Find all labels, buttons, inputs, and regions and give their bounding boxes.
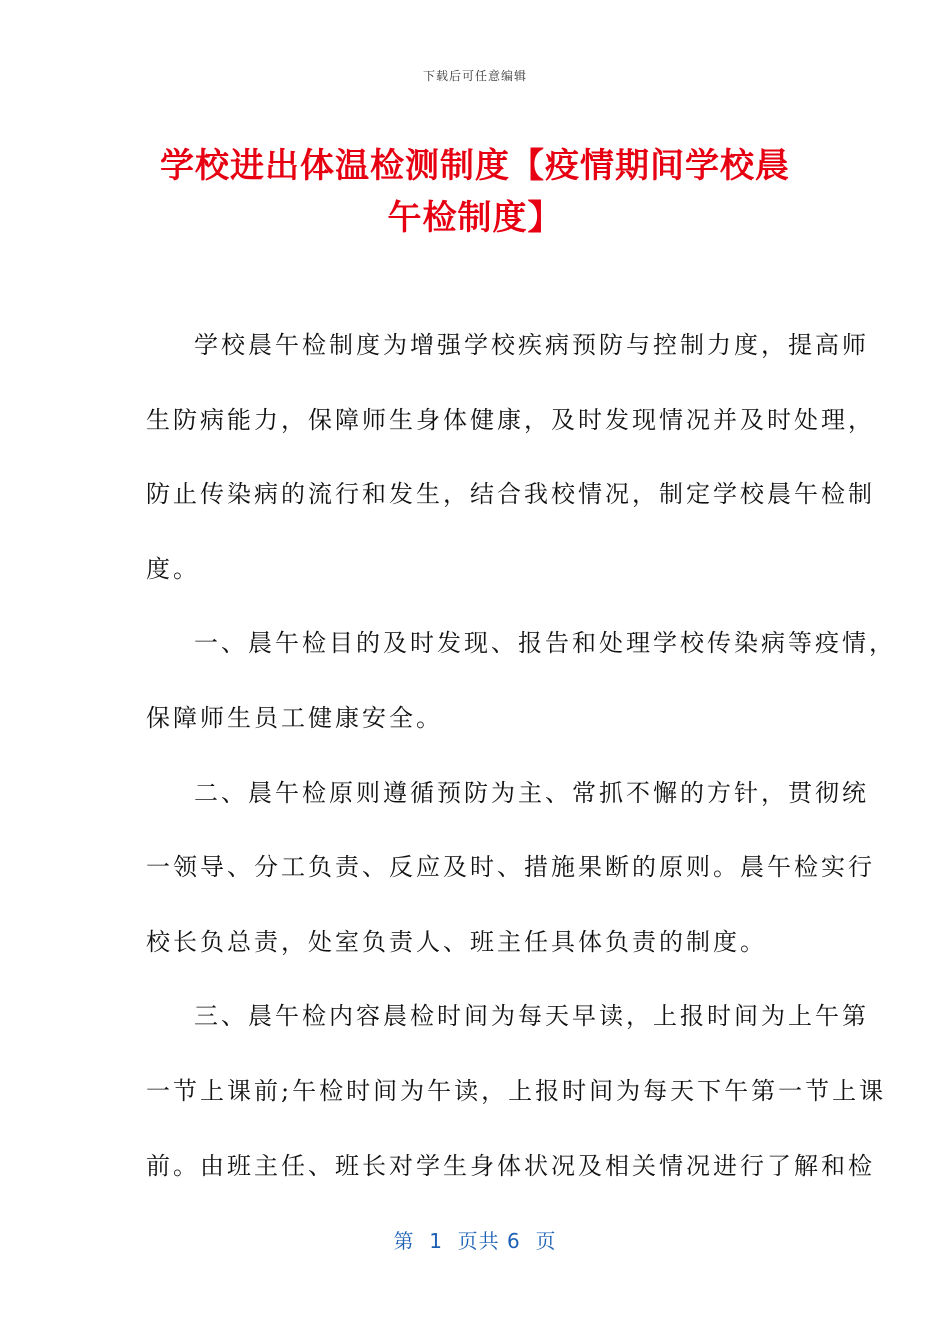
paragraph-line: 保障师生员工健康安全。 (146, 703, 443, 732)
paragraph-line: 三、晨午检内容晨检时间为每天早读，上报时间为上午第 (194, 1002, 869, 1031)
paragraph-line: 学校晨午检制度为增强学校疾病预防与控制力度，提高师 (194, 331, 869, 359)
paragraph-line: 一节上课前;午检时间为午读，上报时间为每天下午第一节上课 (146, 1076, 887, 1105)
header-note: 下载后可任意编辑 (422, 69, 527, 83)
paragraph-line: 防止传染病的流行和发生，结合我校情况，制定学校晨午检制 (146, 480, 875, 509)
paragraph-line: 一领导、分工负责、反应及时、措施果断的原则。晨午检实行 (146, 853, 875, 882)
paragraph-line: 校长负总责，处室负责人、班主任具体负责的制度。 (146, 927, 767, 956)
paragraph-line: 前。由班主任、班长对学生身体状况及相关情况进行了解和检 (146, 1151, 875, 1180)
page-number-footer: 第 1 页共 6 页 (393, 1229, 557, 1253)
paragraph-line: 度。 (146, 554, 200, 583)
paragraph-line: 一、晨午检目的及时发现、报告和处理学校传染病等疫情， (194, 629, 896, 658)
paragraph-line: 生防病能力，保障师生身体健康，及时发现情况并及时处理， (146, 405, 875, 434)
paragraph-line: 二、晨午检原则遵循预防为主、常抓不懈的方针，贯彻统 (194, 778, 869, 807)
document-body (146, 308, 896, 1203)
document-title: 学校进出体温检测制度【疫情期间学校晨午检制度】 (160, 146, 790, 238)
